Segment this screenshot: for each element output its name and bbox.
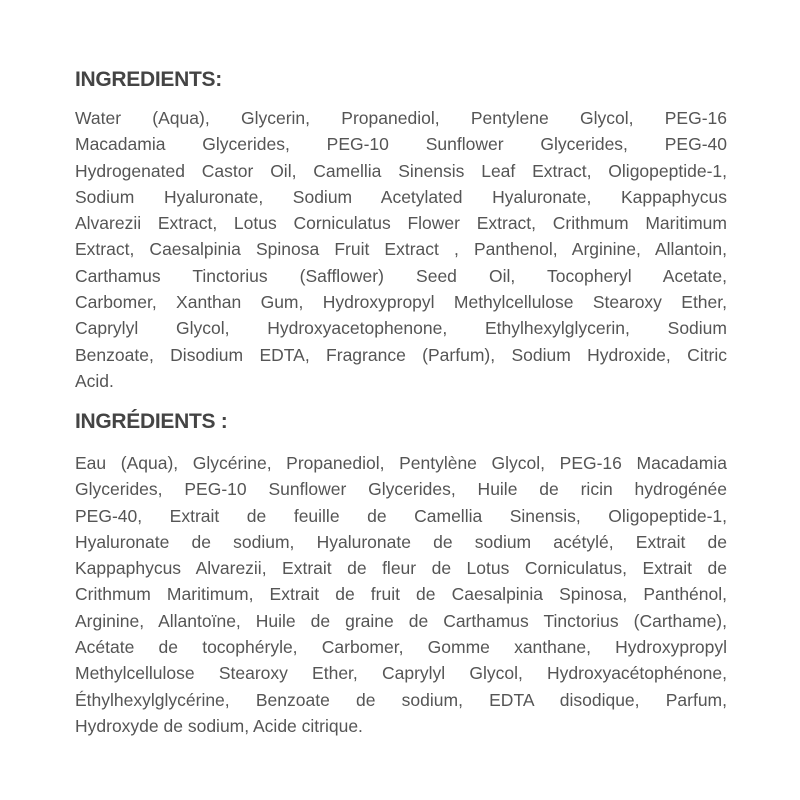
ingredient-line: Hydrogenated Castor Oil, Camellia Sinensis Leaf Extract, Oligopeptide-1, bbox=[75, 160, 727, 181]
ingredient-line: Kappaphycus Alvarezii, Extrait de fleur de Lotus Corniculatus, Extrait de bbox=[75, 558, 727, 579]
ingredient-line: Carbomer, Xanthan Gum, Hydroxypropyl Methylcellulose Stearoxy Ether, bbox=[75, 292, 727, 313]
ingredient-line: Macadamia Glycerides, PEG-10 Sunflower Glycerides, PEG-40 bbox=[75, 134, 727, 155]
ingredients-heading-english: INGREDIENTS: bbox=[75, 68, 222, 91]
ingredient-line: Alvarezii Extract, Lotus Corniculatus Flower Extract, Crithmum Maritimum bbox=[75, 213, 727, 234]
ingredients-list-french bbox=[75, 450, 727, 739]
ingredients-english-section bbox=[75, 68, 727, 394]
ingredient-line: Acid. bbox=[75, 370, 114, 391]
ingredient-line: PEG-40, Extrait de feuille de Camellia Sinensis, Oligopeptide-1, bbox=[75, 505, 727, 526]
ingredient-line: Methylcellulose Stearoxy Ether, Caprylyl Glycol, Hydroxyacétophénone, bbox=[75, 663, 727, 684]
ingredients-french-section bbox=[75, 410, 727, 739]
ingredients-heading-french: INGRÉDIENTS : bbox=[75, 410, 228, 433]
ingredient-line: Extract, Caesalpinia Spinosa Fruit Extract , Panthenol, Arginine, Allantoin, bbox=[75, 239, 727, 260]
ingredient-line: Hyaluronate de sodium, Hyaluronate de sodium acétylé, Extrait de bbox=[75, 531, 727, 552]
ingredient-line: Water (Aqua), Glycerin, Propanediol, Pentylene Glycol, PEG-16 bbox=[75, 108, 727, 128]
ingredient-line: Caprylyl Glycol, Hydroxyacetophenone, Ethylhexylglycerin, Sodium bbox=[75, 318, 727, 339]
ingredient-line: Éthylhexylglycérine, Benzoate de sodium, EDTA disodique, Parfum, bbox=[75, 689, 727, 710]
ingredient-line: Acétate de tocophéryle, Carbomer, Gomme xanthane, Hydroxypropyl bbox=[75, 637, 727, 658]
ingredients-list-english bbox=[75, 105, 727, 394]
ingredient-line: Benzoate, Disodium EDTA, Fragrance (Parfum), Sodium Hydroxide, Citric bbox=[75, 344, 727, 365]
ingredient-line: Crithmum Maritimum, Extrait de fruit de Caesalpinia Spinosa, Panthénol, bbox=[75, 584, 727, 605]
ingredient-line: Carthamus Tinctorius (Safflower) Seed Oil, Tocopheryl Acetate, bbox=[75, 265, 727, 286]
ingredient-line: Hydroxyde de sodium, Acide citrique. bbox=[75, 715, 363, 736]
ingredient-line: Arginine, Allantoïne, Huile de graine de Carthamus Tinctorius (Carthame), bbox=[75, 610, 727, 631]
ingredient-line: Glycerides, PEG-10 Sunflower Glycerides, Huile de ricin hydrogénée bbox=[75, 479, 727, 500]
ingredient-line: Sodium Hyaluronate, Sodium Acetylated Hyaluronate, Kappaphycus bbox=[75, 186, 727, 207]
ingredient-line: Eau (Aqua), Glycérine, Propanediol, Pentylène Glycol, PEG-16 Macadamia bbox=[75, 453, 727, 473]
